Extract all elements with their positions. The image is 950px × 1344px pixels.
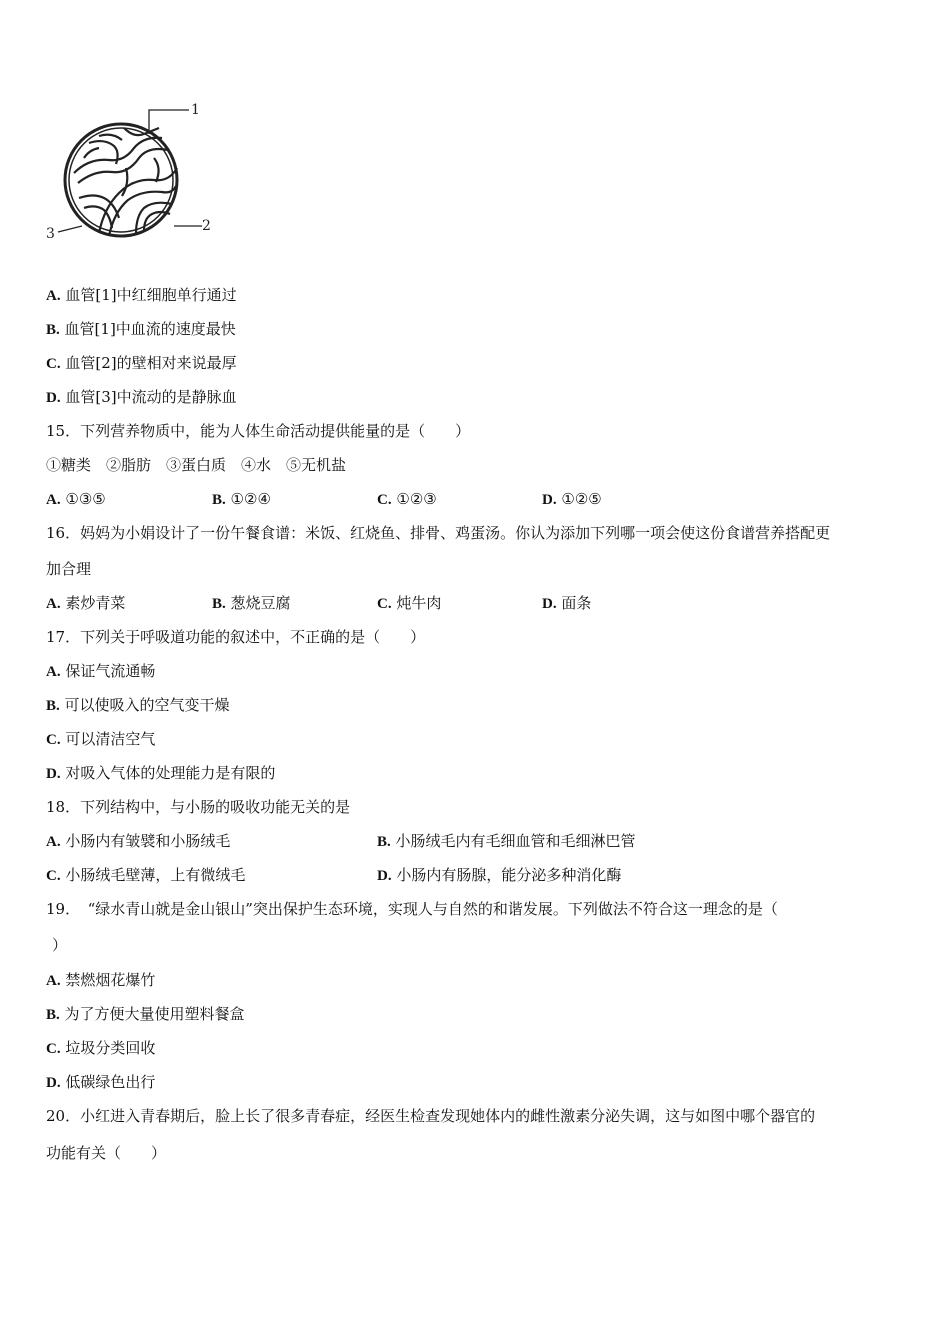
q19-option-a: A. 禁燃烟花爆竹 bbox=[46, 971, 156, 989]
label-3: 3 bbox=[46, 226, 55, 242]
q15-items: ①糖类 ②脂肪 ③蛋白质 ④水 ⑤无机盐 bbox=[46, 456, 347, 474]
q18-option-c: C. 小肠绒毛壁薄，上有微绒毛 bbox=[46, 866, 246, 884]
q19-stem-line2: ） bbox=[52, 936, 68, 954]
q16-option-c: C. 炖牛肉 bbox=[377, 594, 442, 612]
q17-option-a: A. 保证气流通畅 bbox=[46, 662, 156, 680]
q17-stem: 17．下列关于呼吸道功能的叙述中，不正确的是（ ） bbox=[46, 628, 426, 646]
q17-option-d: D. 对吸入气体的处理能力是有限的 bbox=[46, 764, 276, 782]
q14-option-b: B. 血管[1]中血流的速度最快 bbox=[46, 320, 236, 338]
q19-option-c: C. 垃圾分类回收 bbox=[46, 1039, 156, 1057]
q15-option-b: B. ①②④ bbox=[212, 490, 271, 508]
q19-option-b: B. 为了方便大量使用塑料餐盒 bbox=[46, 1005, 245, 1023]
q18-option-d: D. 小肠内有肠腺，能分泌多种消化酶 bbox=[377, 866, 622, 884]
q19-option-d: D. 低碳绿色出行 bbox=[46, 1073, 156, 1091]
q14-option-a: A. 血管[1]中红细胞单行通过 bbox=[46, 286, 237, 304]
label-2: 2 bbox=[202, 218, 211, 234]
q16-stem-line1: 16．妈妈为小娟设计了一份午餐食谱：米饭、红烧鱼、排骨、鸡蛋汤。你认为添加下列哪一项会使这份食谱营养搭配更 bbox=[46, 524, 831, 542]
q16-option-d: D. 面条 bbox=[542, 594, 592, 612]
q15-option-c: C. ①②③ bbox=[377, 490, 437, 508]
q14-option-d: D. 血管[3]中流动的是静脉血 bbox=[46, 388, 237, 406]
q18-stem: 18．下列结构中，与小肠的吸收功能无关的是 bbox=[46, 798, 351, 816]
label-1: 1 bbox=[191, 102, 200, 118]
q18-option-a: A. 小肠内有皱襞和小肠绒毛 bbox=[46, 832, 231, 850]
q19-stem-line1: 19． “绿水青山就是金山银山”突出保护生态环境，实现人与自然的和谐发展。下列做法不符合这一理念的是（ bbox=[46, 900, 778, 918]
q17-option-b: B. 可以使吸入的空气变干燥 bbox=[46, 696, 230, 714]
q20-stem-line1: 20．小红进入青春期后，脸上长了很多青春症，经医生检查发现她体内的雌性激素分泌失调，这与如图中哪个器官的 bbox=[46, 1107, 816, 1125]
q16-option-a: A. 素炒青菜 bbox=[46, 594, 126, 612]
q16-option-b: B. 葱烧豆腐 bbox=[212, 594, 291, 612]
q17-option-c: C. 可以清洁空气 bbox=[46, 730, 156, 748]
q20-stem-line2: 功能有关（ ） bbox=[46, 1144, 167, 1162]
blood-vessel-diagram bbox=[44, 98, 214, 258]
q18-option-b: B. 小肠绒毛内有毛细血管和毛细淋巴管 bbox=[377, 832, 636, 850]
q16-stem-line2: 加合理 bbox=[46, 560, 92, 578]
q15-option-d: D. ①②⑤ bbox=[542, 490, 602, 508]
q15-option-a: A. ①③⑤ bbox=[46, 490, 106, 508]
q15-stem: 15．下列营养物质中，能为人体生命活动提供能量的是（ ） bbox=[46, 422, 471, 440]
q14-option-c: C. 血管[2]的壁相对来说最厚 bbox=[46, 354, 237, 372]
